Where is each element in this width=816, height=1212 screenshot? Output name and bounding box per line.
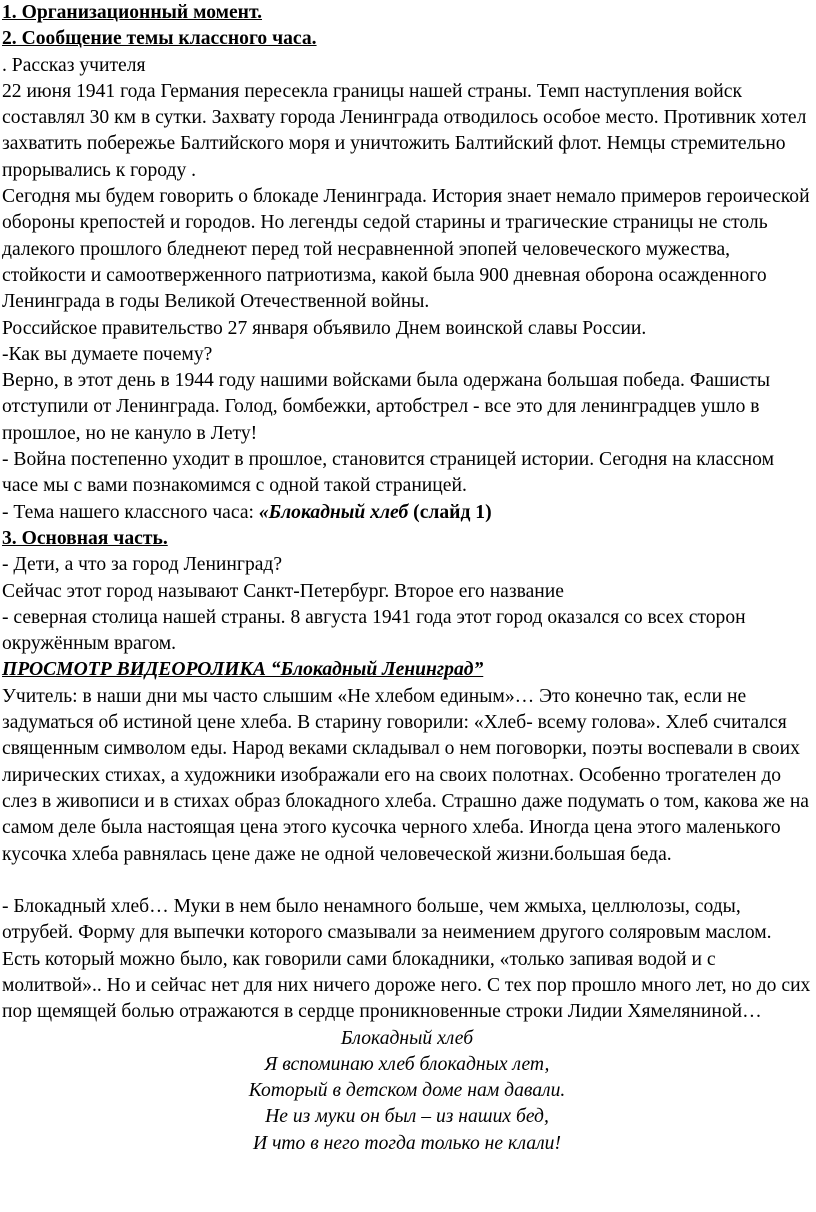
paragraph: Верно, в этот день в 1944 году нашими войсками была одержана большая победа. Фашисты отступили от Ленинграда. Голод, бомбежки, артобстрел - все это для ленинградцев ушло в прошлое, но не кануло в Лету! bbox=[2, 370, 771, 444]
paragraph: 22 июня 1941 года Германия пересекла границы нашей страны. Темп наступления войск составлял 30 км в сутки. Захвату города Ленинграда отводилось особое место. Противник хотел захватить побережье Балтийского моря и уничтожить Балтийский флот. Немцы стремительно прорывались к городу . bbox=[2, 80, 807, 181]
poem-line: Который в детском доме нам давали. bbox=[248, 1080, 566, 1102]
paragraph: - Блокадный хлеб… Муки в нем было ненамного больше, чем жмыха, целлюлозы, соды, отрубей. Форму для выпечки которого смазывали за неимением другого соляровым маслом. Есть который можно было, как говорили сами блокадники, «только запивая водой и с молитвой».. Но и сейчас нет для них ничего дороже него. С тех пор прошло много лет, но до сих пор щемящей болью отражаются в сердце проникновенные строки Лидии Хямеляниной… bbox=[2, 896, 811, 1023]
heading-topic-message: 2. Сообщение темы классного часа. bbox=[2, 28, 317, 50]
paragraph: - Дети, а что за город Ленинград? bbox=[2, 554, 283, 576]
poem-title: Блокадный хлеб bbox=[340, 1027, 474, 1049]
paragraph: . Рассказ учителя bbox=[2, 54, 146, 76]
topic-line bbox=[2, 500, 812, 526]
topic-title: «Блокадный хлеб bbox=[258, 501, 409, 523]
paragraph: Сейчас этот город называют Санкт-Петербург. Второе его название bbox=[2, 580, 564, 602]
poem bbox=[2, 1026, 812, 1157]
document-page bbox=[2, 0, 812, 1157]
video-heading: ПРОСМОТР ВИДЕОРОЛИКА “Блокадный Ленинград” bbox=[2, 659, 484, 681]
heading-org-moment: 1. Организационный момент. bbox=[2, 2, 263, 23]
paragraph: Учитель: в наши дни мы часто слышим «Не хлебом единым»… Это конечно так, если не задуматься об истиной цене хлеба. В старину говорили: «Хлеб- всему голова». Хлеб считался священным символом еды. Народ веками складывал о нем поговорки, поэты воспевали в своих лирических стихах, а художники изображали его на своих полотнах. Особенно трогателен до слез в живописи и в стихах образ блокадного хлеба. Страшно даже подумать о том, какова же на самом деле была настоящая цена этого кусочка черного хлеба. Иногда цена этого маленького кусочка хлеба равнялась цене даже не одной человеческой жизни.большая беда. bbox=[2, 685, 809, 865]
paragraph: -Как вы думаете почему? bbox=[2, 343, 213, 365]
paragraph: - северная столица нашей страны. 8 августа 1941 года этот город оказался со всех сторон окружённым врагом. bbox=[2, 606, 746, 655]
topic-slide: (слайд 1) bbox=[408, 501, 492, 523]
poem-line: Не из муки он был – из наших бед, bbox=[265, 1106, 549, 1128]
poem-line: И что в него тогда только не клали! bbox=[253, 1132, 561, 1154]
poem-line: Я вспоминаю хлеб блокадных лет, bbox=[264, 1053, 550, 1075]
blank-line bbox=[2, 868, 812, 894]
paragraph: - Война постепенно уходит в прошлое, становится страницей истории. Сегодня на классном часе мы с вами познакомимся с одной такой страницей. bbox=[2, 449, 774, 497]
topic-prefix: - Тема нашего классного часа: bbox=[2, 501, 259, 523]
paragraph: Сегодня мы будем говорить о блокаде Ленинграда. История знает немало примеров героической обороны крепостей и городов. Но легенды седой старины и трагические страницы не столь далекого прошлого бледнеют перед той несравненной эпопей человеческого мужества, стойкости и самоотверженного патриотизма, какой была 900 дневная оборона осажденного Ленинграда в годы Великой Отечественной войны. bbox=[2, 186, 810, 313]
heading-main-part: 3. Основная часть. bbox=[2, 527, 168, 549]
paragraph: Российское правительство 27 января объявило Днем воинской славы России. bbox=[2, 317, 647, 339]
